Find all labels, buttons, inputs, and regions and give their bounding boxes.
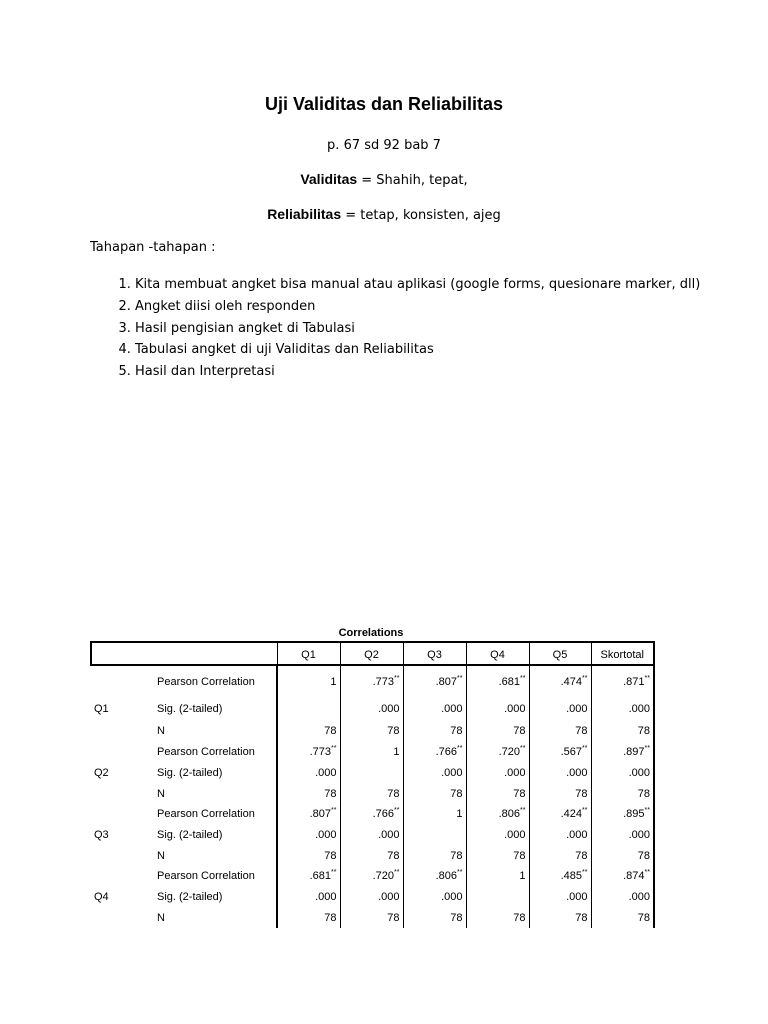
row-label: Sig. (2-tailed) [157, 891, 223, 904]
table-cell [591, 845, 654, 866]
cell-value: .000 [628, 891, 650, 904]
table-cell [340, 887, 403, 908]
table-cell [529, 720, 591, 742]
cell-value: 78 [637, 787, 650, 800]
table-cell [529, 763, 591, 784]
cell-value: 78 [513, 725, 526, 737]
table-cell [591, 665, 654, 697]
cell-value: .000 [378, 829, 400, 842]
table-cell [277, 845, 340, 866]
cell-value: 78 [387, 787, 400, 800]
cell-value: 1 [519, 870, 526, 883]
table-cell [529, 866, 591, 887]
validitas-def: = Shahih, tepat, [357, 173, 468, 188]
cell-value: .000 [566, 767, 588, 780]
cell-value: 1 [330, 675, 337, 688]
table-row [91, 845, 654, 866]
cell-value: 78 [575, 849, 588, 862]
table-cell [277, 783, 340, 804]
table-cell [466, 845, 529, 866]
table-cell [340, 720, 403, 742]
table-row [91, 742, 654, 763]
table-cell [277, 763, 340, 784]
significance-marker: ** [331, 869, 337, 877]
significance-marker: ** [457, 869, 463, 877]
cell-value: .000 [441, 702, 463, 715]
table-cell [466, 908, 529, 929]
group-label [91, 742, 154, 763]
significance-marker: ** [457, 674, 463, 682]
table-cell [529, 908, 591, 929]
table-cell [466, 763, 529, 784]
table-cell [277, 804, 340, 825]
table-cell [403, 887, 466, 908]
table-cell [340, 783, 403, 804]
table-cell [403, 783, 466, 804]
header-cell: Q2 [340, 642, 403, 665]
table-cell [529, 804, 591, 825]
validitas-definition [0, 171, 768, 188]
cell-value: .773 [309, 746, 332, 759]
document-title: Uji Validitas dan Reliabilitas [264, 94, 504, 114]
group-label [91, 783, 154, 804]
cell-value: .720 [498, 746, 521, 759]
cell-value: .000 [378, 891, 400, 904]
table-row [91, 720, 654, 742]
table-cell [340, 665, 403, 697]
table-cell [591, 908, 654, 929]
table-cell [591, 720, 654, 742]
row-label: Sig. (2-tailed) [157, 767, 223, 780]
table-cell [591, 866, 654, 887]
steps-intro: Tahapan -tahapan : [90, 240, 216, 255]
cell-value: 78 [513, 849, 526, 862]
list-item: 2. Angket diisi oleh responden [135, 296, 700, 318]
table-cell [591, 783, 654, 804]
significance-marker: ** [644, 745, 650, 753]
cell-value: 1 [456, 808, 463, 821]
cell-value: .874 [623, 870, 645, 883]
table-row [91, 763, 654, 784]
table-cell [403, 665, 466, 697]
group-label: Q3 [94, 829, 109, 842]
steps-list [90, 274, 700, 383]
cell-value: .000 [441, 891, 463, 904]
cell-value: 78 [387, 911, 400, 924]
cell-value: 78 [575, 725, 588, 737]
table-body [91, 665, 654, 928]
cell-value: .807 [435, 675, 458, 688]
table-row [91, 804, 654, 825]
cell-value: 78 [637, 911, 650, 924]
cell-value: .567 [560, 746, 583, 759]
table-cell [277, 665, 340, 697]
reliabilitas-definition [0, 206, 768, 223]
table-cell [466, 866, 529, 887]
cell-value: .000 [441, 767, 463, 780]
table-cell [591, 804, 654, 825]
header-cell: Q4 [466, 642, 529, 665]
significance-marker: ** [394, 674, 400, 682]
significance-marker: ** [457, 745, 463, 753]
table-cell [340, 804, 403, 825]
table-cell [466, 720, 529, 742]
significance-marker: ** [644, 674, 650, 682]
cell-value: .000 [378, 702, 400, 715]
table-cell [340, 763, 403, 784]
significance-marker: ** [644, 807, 650, 815]
cell-value: .807 [309, 808, 332, 821]
cell-value: 78 [324, 787, 337, 800]
table-cell [403, 804, 466, 825]
table-cell [277, 720, 340, 742]
list-item: 1. Kita membuat angket bisa manual atau aplikasi (google forms, quesionare marker, dll) [135, 274, 700, 296]
table-cell [340, 742, 403, 763]
cell-value: .681 [309, 870, 332, 883]
table-row [91, 887, 654, 908]
cell-value: 78 [450, 787, 463, 800]
group-label: Q2 [94, 767, 109, 780]
group-label: Q4 [94, 891, 109, 904]
reliabilitas-def: = tetap, konsisten, ajeg [341, 208, 501, 223]
correlations-table [90, 641, 655, 928]
header-cell-empty [91, 642, 277, 665]
table-cell [340, 825, 403, 846]
cell-value: 78 [450, 725, 463, 737]
cell-value: 1 [393, 746, 400, 759]
significance-marker: ** [331, 745, 337, 753]
cell-value: .806 [435, 870, 458, 883]
table-cell [277, 697, 340, 720]
significance-marker: ** [582, 869, 588, 877]
significance-marker: ** [582, 807, 588, 815]
significance-marker: ** [331, 807, 337, 815]
table-cell [340, 845, 403, 866]
table-cell [403, 763, 466, 784]
significance-marker: ** [520, 674, 526, 682]
cell-value: .000 [504, 702, 526, 715]
table-cell [466, 665, 529, 697]
table-cell [403, 720, 466, 742]
table-cell [340, 697, 403, 720]
cell-value: 78 [575, 787, 588, 800]
cell-value: 78 [450, 849, 463, 862]
cell-value: 78 [387, 725, 400, 737]
cell-value: .766 [372, 808, 395, 821]
cell-value: .000 [504, 767, 526, 780]
significance-marker: ** [394, 869, 400, 877]
table-cell [529, 742, 591, 763]
cell-value: 78 [387, 849, 400, 862]
table-cell [403, 697, 466, 720]
cell-value: .474 [560, 675, 583, 688]
table-cell [466, 742, 529, 763]
group-label [91, 866, 154, 887]
significance-marker: ** [394, 807, 400, 815]
group-label [91, 804, 154, 825]
significance-marker: ** [644, 869, 650, 877]
table-header-row [91, 642, 654, 665]
cell-value: .000 [566, 829, 588, 842]
table-cell [277, 742, 340, 763]
header-cell: Skortotal [591, 642, 654, 665]
table-cell [466, 804, 529, 825]
significance-marker: ** [520, 745, 526, 753]
cell-value: .000 [315, 891, 337, 904]
cell-value: .871 [623, 675, 645, 688]
significance-marker: ** [582, 674, 588, 682]
cell-value: 78 [513, 911, 526, 924]
group-label [91, 845, 154, 866]
cell-value: .000 [628, 702, 650, 715]
list-item: 3. Hasil pengisian angket di Tabulasi [135, 318, 700, 340]
list-item: 4. Tabulasi angket di uji Validitas dan Reliabilitas [135, 339, 700, 361]
header-cell: Q5 [529, 642, 591, 665]
row-label: Pearson Correlation [157, 746, 255, 759]
significance-marker: ** [520, 807, 526, 815]
table-row [91, 908, 654, 929]
cell-value: .424 [560, 808, 583, 821]
table-cell [403, 742, 466, 763]
row-label: Pearson Correlation [157, 808, 255, 821]
table-cell [403, 908, 466, 929]
cell-value: 78 [324, 849, 337, 862]
table-cell [277, 908, 340, 929]
row-label: N [157, 725, 165, 737]
cell-value: 78 [450, 911, 463, 924]
cell-value: .000 [566, 891, 588, 904]
cell-value: .485 [560, 870, 583, 883]
table-cell [277, 825, 340, 846]
cell-value: .897 [623, 746, 645, 759]
cell-value: .766 [435, 746, 458, 759]
table-cell [340, 866, 403, 887]
reliabilitas-term: Reliabilitas [267, 206, 342, 222]
row-label: Sig. (2-tailed) [157, 702, 223, 715]
cell-value: .000 [315, 767, 337, 780]
row-label: N [157, 849, 165, 862]
cell-value: .000 [504, 829, 526, 842]
table-cell [340, 908, 403, 929]
table-cell [529, 845, 591, 866]
cell-value: 78 [513, 787, 526, 800]
table-cell [591, 763, 654, 784]
list-item: 5. Hasil dan Interpretasi [135, 361, 700, 383]
table-cell [466, 887, 529, 908]
row-label: Sig. (2-tailed) [157, 829, 223, 842]
table-row [91, 825, 654, 846]
cell-value: .720 [372, 870, 395, 883]
document-subtitle: p. 67 sd 92 bab 7 [327, 138, 441, 153]
table-cell [591, 887, 654, 908]
cell-value: .895 [623, 808, 645, 821]
table-cell [466, 783, 529, 804]
table-cell [529, 825, 591, 846]
cell-value: .773 [372, 675, 395, 688]
table-cell [529, 697, 591, 720]
table-cell [591, 742, 654, 763]
table-cell [466, 697, 529, 720]
table-cell [591, 697, 654, 720]
group-label: Q1 [94, 702, 109, 715]
group-label [91, 908, 154, 929]
table-cell [403, 866, 466, 887]
cell-value: .681 [498, 675, 521, 688]
validitas-term: Validitas [300, 171, 358, 187]
significance-marker: ** [582, 745, 588, 753]
table-row [91, 665, 654, 697]
table-cell [277, 866, 340, 887]
group-label [91, 720, 154, 742]
cell-value: 78 [324, 911, 337, 924]
table-cell [466, 825, 529, 846]
table-cell [529, 783, 591, 804]
table-row [91, 697, 654, 720]
table-cell [277, 887, 340, 908]
table-cell [403, 825, 466, 846]
cell-value: 78 [637, 849, 650, 862]
table-cell [591, 825, 654, 846]
cell-value: 78 [324, 725, 337, 737]
cell-value: 78 [637, 725, 650, 737]
cell-value: .000 [628, 767, 650, 780]
group-label [91, 665, 154, 697]
cell-value: .000 [628, 829, 650, 842]
table-row [91, 783, 654, 804]
table-row [91, 866, 654, 887]
row-label: Pearson Correlation [157, 870, 255, 883]
cell-value: 78 [575, 911, 588, 924]
correlations-title: Correlations [338, 627, 404, 639]
cell-value: .000 [315, 829, 337, 842]
header-cell: Q1 [277, 642, 340, 665]
row-label: N [157, 911, 165, 924]
row-label: N [157, 787, 165, 800]
header-cell: Q3 [403, 642, 466, 665]
table-cell [529, 887, 591, 908]
row-label: Pearson Correlation [157, 675, 255, 688]
cell-value: .806 [498, 808, 521, 821]
cell-value: .000 [566, 702, 588, 715]
table-cell [529, 665, 591, 697]
table-cell [403, 845, 466, 866]
